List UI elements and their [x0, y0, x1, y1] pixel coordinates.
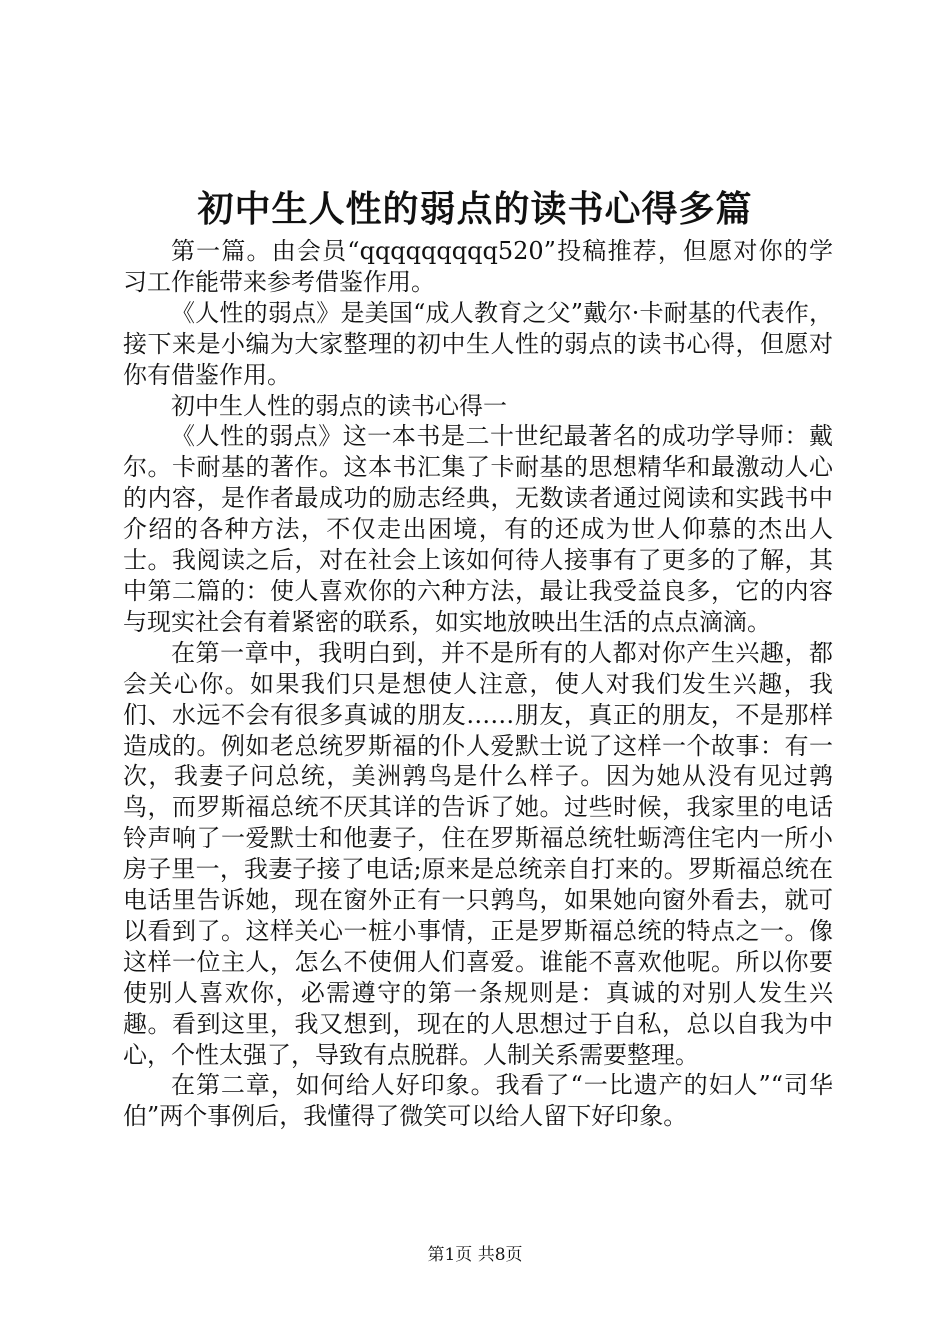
- document-title: 初中生人性的弱点的读书心得多篇: [197, 188, 753, 230]
- document-body: [123, 236, 833, 1132]
- paragraph-book-intro: 《人性的弱点》这一本书是二十世纪最著名的成功学导师：戴尔。卡耐基的著作。这本书汇集了卡耐基的思想精华和最激动人心的内容，是作者最成功的励志经典，无数读者通过阅读和实践书中介绍的各种方法，不仅走出困境，有的还成为世人仰慕的杰出人士。我阅读之后，对在社会上该如何待人接事有了更多的了解，其中第二篇的：使人喜欢你的六种方法，最让我受益良多，它的内容与现实社会有着紧密的联系，如实地放映出生活的点点滴滴。: [123, 422, 833, 636]
- paragraph-chapter-one: 在第一章中，我明白到，并不是所有的人都对你产生兴趣，都会关心你。如果我们只是想使人注意，使人对我们发生兴趣，我们、水远不会有很多真诚的朋友……朋友，真正的朋友，不是那样造成的。例如老总统罗斯福的仆人爱默士说了这样一个故事：有一次，我妻子问总统，美洲鹑鸟是什么样子。因为她从没有见过鹑鸟，而罗斯福总统不厌其详的告诉了她。过些时候，我家里的电话铃声响了一爱默士和他妻子，住在罗斯福总统牡蛎湾住宅内一所小房子里一，我妻子接了电话;原来是总统亲自打来的。罗斯福总统在电话里告诉她，现在窗外正有一只鹑鸟，如果她向窗外看去，就可以看到了。这样关心一桩小事情，正是罗斯福总统的特点之一。像这样一位主人，怎么不使佣人们喜爱。谁能不喜欢他呢。所以你要使别人喜欢你，必需遵守的第一条规则是：真诚的对别人发生兴趣。看到这里，我又想到，现在的人思想过于自私，总以自我为中心，个性太强了，导致有点脱群。人制关系需要整理。: [123, 638, 833, 1069]
- section-heading: 初中生人性的弱点的读书心得一: [171, 391, 507, 420]
- paragraph-chapter-two: 在第二章，如何给人好印象。我看了“一比遗产的妇人”“司华伯”两个事例后，我懂得了微笑可以给人留下好印象。: [123, 1071, 833, 1131]
- paragraph-intro: 第一篇。由会员“qqqqqqqqq520”投稿推荐，但愿对你的学习工作能带来参考借鉴作用。: [123, 237, 833, 296]
- page-footer: 第1页 共8页: [427, 1245, 523, 1265]
- paragraph-summary: 《人性的弱点》是美国“成人教育之父”戴尔·卡耐基的代表作，接下来是小编为大家整理的初中生人性的弱点的读书心得，但愿对你有借鉴作用。: [123, 298, 833, 389]
